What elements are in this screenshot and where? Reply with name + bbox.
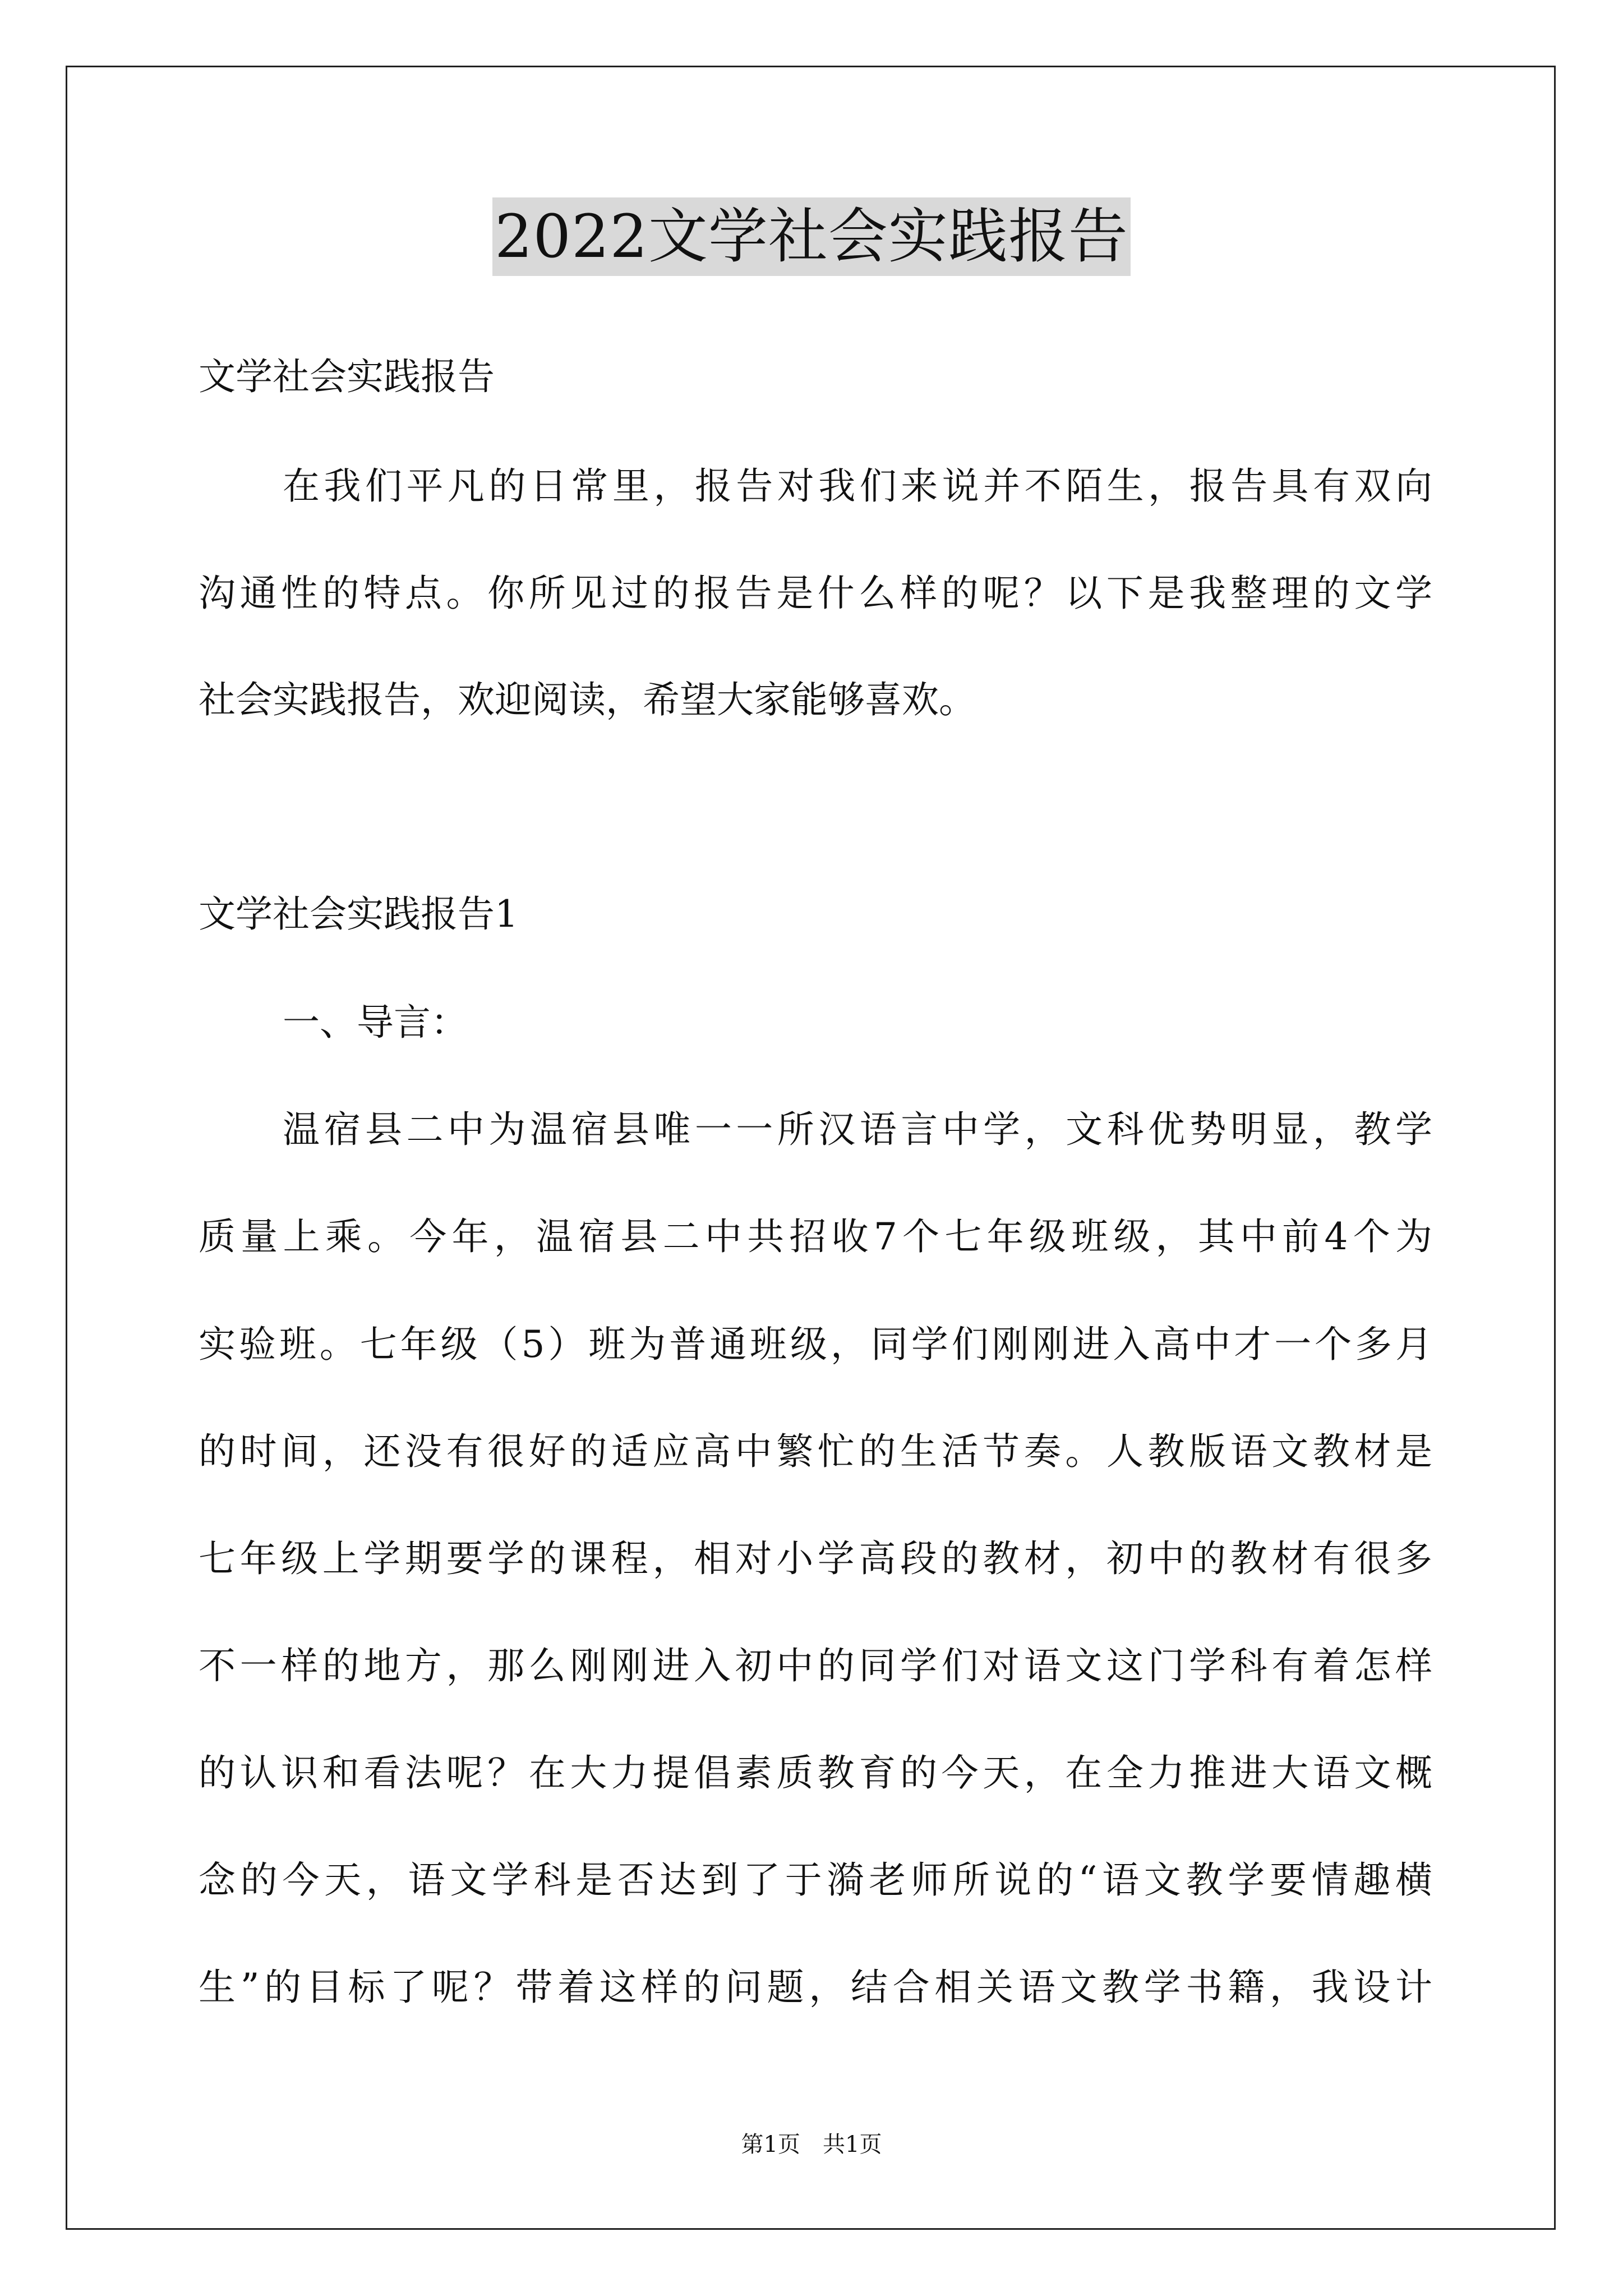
body-line: 温宿县二中为温宿县唯一一所汉语言中学，文科优势明显，教学 (283, 1108, 1432, 1151)
body-line: 实验班。七年级（5）班为普通班级，同学们刚刚进入高中才一个多月 (199, 1323, 1432, 1366)
intro-line: 沟通性的特点。你所见过的报告是什么样的呢？以下是我整理的文学 (199, 572, 1432, 615)
intro-line: 在我们平凡的日常里，报告对我们来说并不陌生，报告具有双向 (283, 464, 1432, 508)
body-line: 念的今天，语文学科是否达到了于漪老师所说的“语文教学要情趣横 (199, 1858, 1432, 1902)
document-subtitle: 文学社会实践报告 (199, 355, 495, 398)
body-line: 生”的目标了呢？带着这样的问题，结合相关语文教学书籍，我设计 (199, 1966, 1432, 2009)
document-title: 2022文学社会实践报告 (492, 197, 1131, 276)
title-container (0, 197, 1623, 276)
body-line: 质量上乘。今年，温宿县二中共招收7个七年级班级，其中前4个为 (199, 1215, 1432, 1258)
body-line: 的认识和看法呢？在大力提倡素质教育的今天，在全力推进大语文概 (199, 1751, 1432, 1795)
body-line: 不一样的地方，那么刚刚进入初中的同学们对语文这门学科有着怎样 (199, 1644, 1432, 1687)
body-line: 的时间，还没有很好的适应高中繁忙的生活节奏。人教版语文教材是 (199, 1430, 1432, 1473)
section-subheading: 一、导言： (283, 1001, 468, 1044)
body-line: 七年级上学期要学的课程，相对小学高段的教材，初中的教材有很多 (199, 1537, 1432, 1580)
page-footer: 第1页 共1页 (741, 2132, 882, 2157)
intro-line: 社会实践报告，欢迎阅读，希望大家能够喜欢。 (199, 678, 976, 721)
section-heading: 文学社会实践报告1 (199, 892, 518, 936)
